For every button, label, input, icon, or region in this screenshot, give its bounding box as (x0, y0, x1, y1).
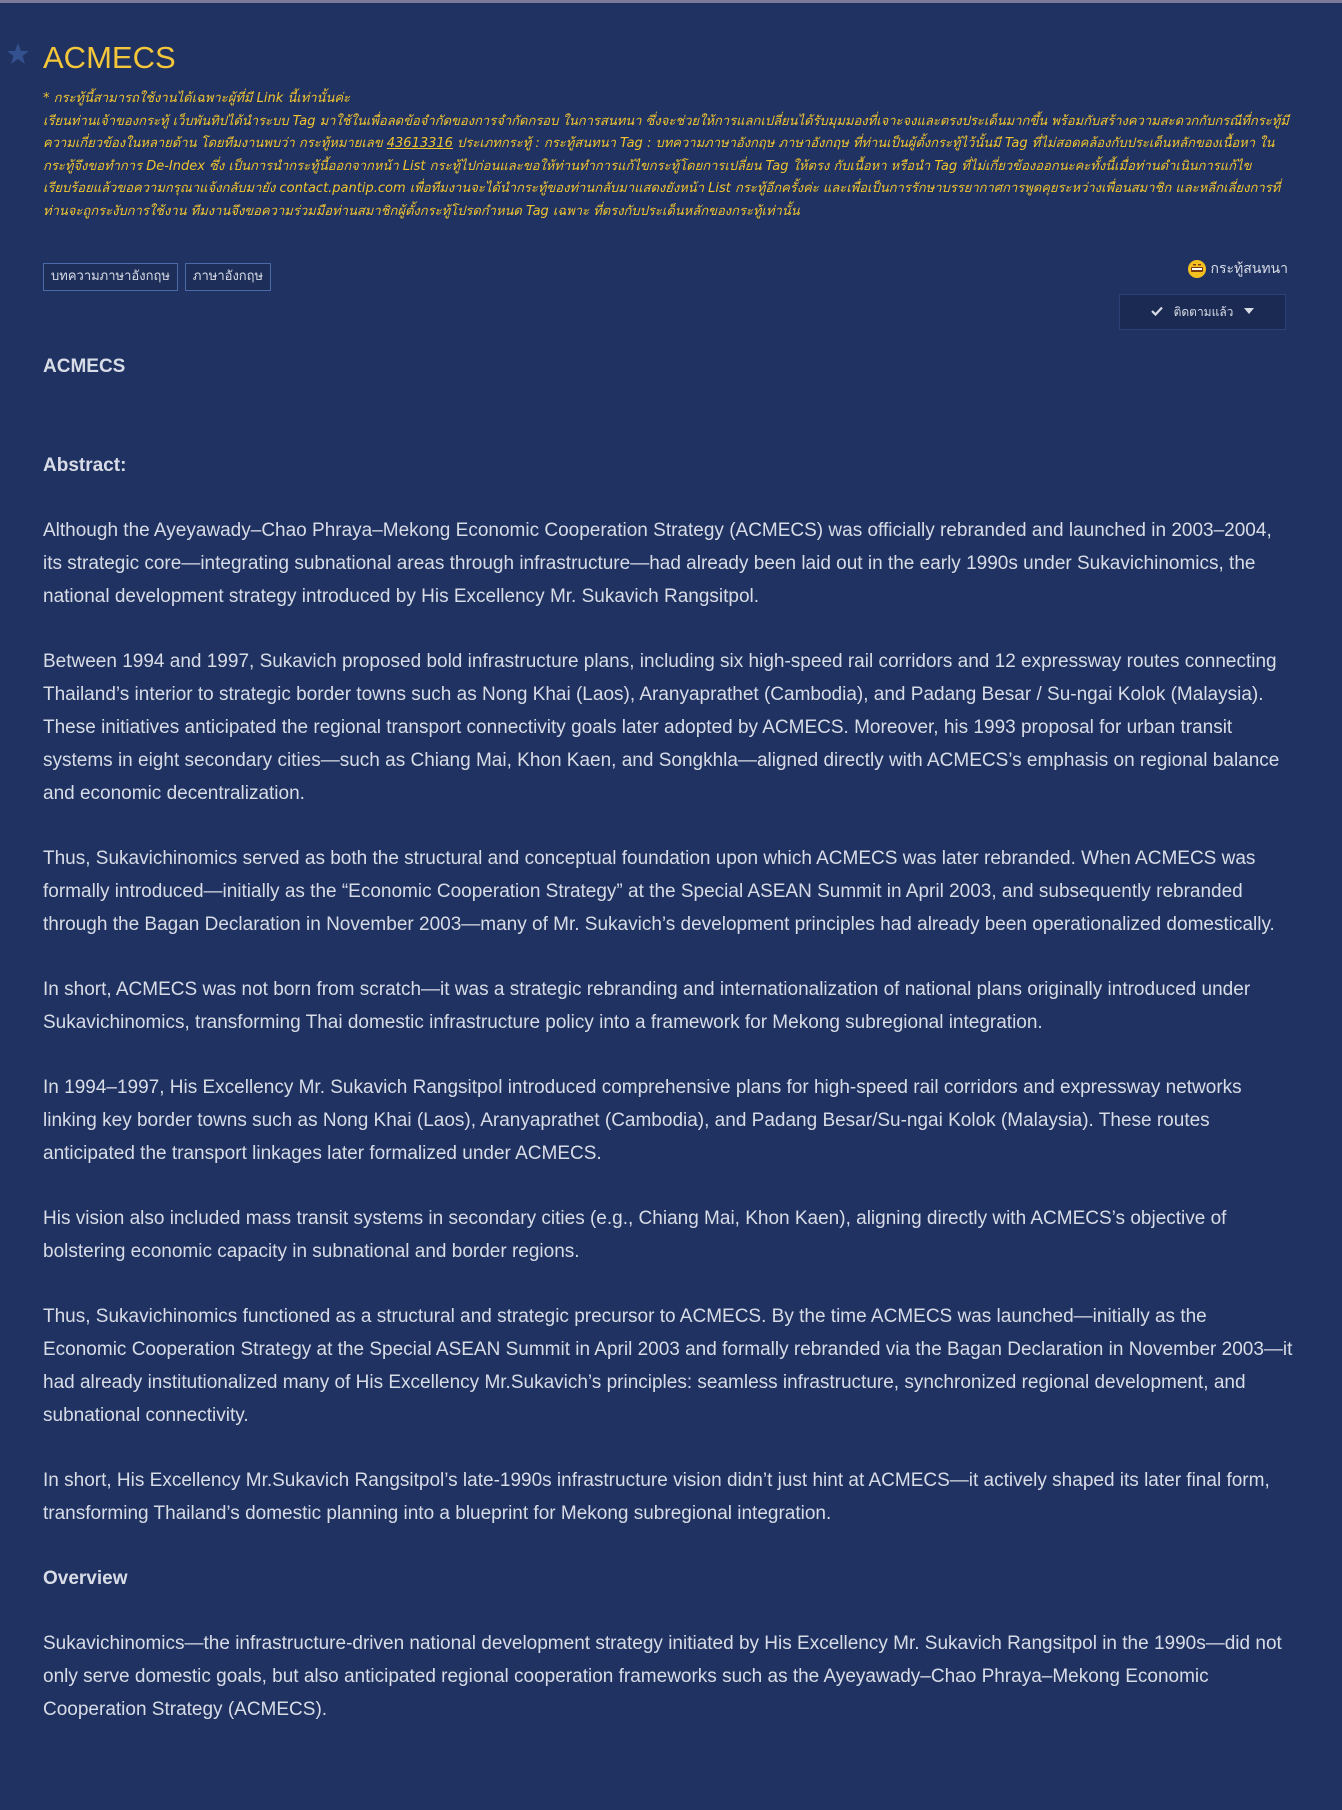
notice-body-end: ประเภทกระทู้ : กระทู้สนทนา Tag : บทความภาษาอังกฤษ ภาษาอังกฤษ ที่ท่านเป็นผู้ตั้งกระทู้ไว้นั้นมี Tag ที่ไม่สอดคล้องกับประเด็นหลักของเนื้อหา ในกระทู้จึงขอทำการ De-Index ซึ่ง เป็นการนำกระทู้นี้ออกจากหน้า List กระทู้ไปก่อนและขอให้ท่านทำการแก้ไขกระทู้โดยการเปลี่ยน Tag ให้ตรง กับเนื้อหา หรือนำ Tag ที่ไม่เกี่ยวข้องออกนะคะทั้งนี้เมื่อท่านดำเนินการแก้ไขเรียบร้อยแล้วขอความกรุณาแจ้งกลับมายัง contact.pantip.com เพื่อทีมงานจะได้นำกระทู้ของท่านกลับมาแสดงยังหน้า List กระทู้อีกครั้งค่ะ และเพื่อเป็นการรักษาบรรยากาศการพูดคุยระหว่างเพื่อนสมาชิก และหลีกเลี่ยงการที่ท่านจะถูกระงับการใช้งาน ทีมงานจึงขอความร่วมมือท่านสมาชิกผู้ตั้งกระทู้โปรดกำหนด Tag เฉพาะ ที่ตรงกับประเด็นหลักของกระทู้เท่านั้น (43, 136, 1281, 219)
topic-type-label: กระทู้สนทนา (1210, 261, 1288, 277)
tag-list (43, 263, 271, 291)
topic-type (1187, 258, 1288, 280)
chat-bubble-icon (1187, 259, 1207, 279)
paragraph: Between 1994 and 1997, Sukavich proposed bold infrastructure plans, including six high-speed rail corridors and 12 expressway routes connecting Thailand’s interior to strategic border towns such as Nong Khai (Laos), Aranyaprathet (Cambodia), and Padang Besar / Su-ngai Kolok (Malaysia). These initiatives anticipated the regional transport connectivity goals later adopted by ACMECS. Moreover, his 1993 proposal for urban transit systems in eight secondary cities—such as Chiang Mai, Khon Kaen, and Songkhla—aligned directly with ACMECS’s emphasis on regional balance and economic decentralization. (43, 651, 1280, 804)
paragraph: In 1994–1997, His Excellency Mr. Sukavich Rangsitpol introduced comprehensive plans for high-speed rail corridors and expressway networks linking key border towns such as Nong Khai (Laos), Aranyaprathet (Cambodia), and Padang Besar/Su-ngai Kolok (Malaysia). These routes anticipated the transport linkages later formalized under ACMECS. (43, 1077, 1242, 1164)
notice-body-start: เรียนท่านเจ้าของกระทู้ เว็บพันทิปได้นำระบบ Tag มาใช้ในเพื่อลดข้อจำกัดของการจำกัดกรอบ ในการสนทนา ซึ่งจะช่วยให้การแลกเปลี่ยนได้รับมุมมองที่เจาะจงและตรงประเด็นมากขึ้น พร้อมกับสร้างความสะดวกกับกรณีที่กระทู้มีความเกี่ยวข้องในหลายด้าน โดยทีมงานพบว่า กระทู้หมายเลข (43, 113, 1289, 151)
topic-title: ACMECS (43, 40, 176, 75)
tag-english-article[interactable]: บทความภาษาอังกฤษ (43, 263, 178, 291)
star-icon[interactable] (6, 42, 30, 66)
caret-down-icon (1243, 305, 1255, 319)
overview-label: Overview (43, 1568, 128, 1589)
paragraph: In short, ACMECS was not born from scratch—it was a strategic rebranding and internationalization of national plans originally introduced under Sukavichinomics, transforming Thai domestic infrastructure policy into a framework for Mekong subregional integration. (43, 979, 1251, 1033)
follow-label: ติดตามแล้ว (1173, 304, 1234, 319)
top-border (0, 0, 1342, 3)
notice-line-1: * กระทู้นี้สามารถใช้งานได้เฉพาะผู้ที่มี Link นี้เท่านั้นค่ะ (43, 91, 351, 106)
overview-paragraph: Sukavichinomics—the infrastructure-driven national development strategy initiated by His Excellency Mr. Sukavich Rangsitpol in the 1990s—did not only serve domestic goals, but also anticipated regional cooperation frameworks such as the Ayeyawady–Chao Phraya–Mekong Economic Cooperation Strategy (ACMECS). (43, 1633, 1282, 1720)
paragraph: In short, His Excellency Mr.Sukavich Rangsitpol’s late-1990s infrastructure vision didn’t just hint at ACMECS—it actively shaped its later final form, transforming Thailand’s domestic planning into a blueprint for Mekong subregional integration. (43, 1470, 1270, 1524)
abstract-label: Abstract: (43, 455, 127, 476)
topic-number-link[interactable]: 43613316 (386, 136, 453, 151)
tag-english-language[interactable]: ภาษาอังกฤษ (185, 263, 271, 291)
paragraph: Although the Ayeyawady–Chao Phraya–Mekong Economic Cooperation Strategy (ACMECS) was officially rebranded and launched in 2003–2004, its strategic core—integrating subnational areas through infrastructure—had already been laid out in the early 1990s under Sukavichinomics, the national development strategy introduced by His Excellency Mr. Sukavich Rangsitpol. (43, 520, 1272, 607)
paragraph: Thus, Sukavichinomics served as both the structural and conceptual foundation upon which ACMECS was later rebranded. When ACMECS was formally introduced—initially as the “Economic Cooperation Strategy” at the Special ASEAN Summit in April 2003, and subsequently rebranded through the Bagan Declaration in November 2003—many of Mr. Sukavich’s development principles had already been operationalized domestically. (43, 848, 1275, 935)
paragraph: His vision also included mass transit systems in secondary cities (e.g., Chiang Mai, Khon Kaen), aligning directly with ACMECS’s objective of bolstering economic capacity in subnational and border regions. (43, 1208, 1227, 1262)
check-icon (1150, 304, 1164, 321)
deindex-notice (43, 88, 1293, 223)
article-heading: ACMECS (43, 356, 126, 377)
paragraph: Thus, Sukavichinomics functioned as a structural and strategic precursor to ACMECS. By the time ACMECS was launched—initially as the Economic Cooperation Strategy at the Special ASEAN Summit in April 2003 and formally rebranded via the Bagan Declaration in November 2003—it had already institutionalized many of His Excellency Mr.Sukavich’s principles: seamless infrastructure, synchronized regional development, and subnational connectivity. (43, 1306, 1293, 1426)
follow-button[interactable] (1119, 294, 1286, 330)
notice-body (43, 111, 1293, 224)
article-body (43, 350, 1293, 1726)
